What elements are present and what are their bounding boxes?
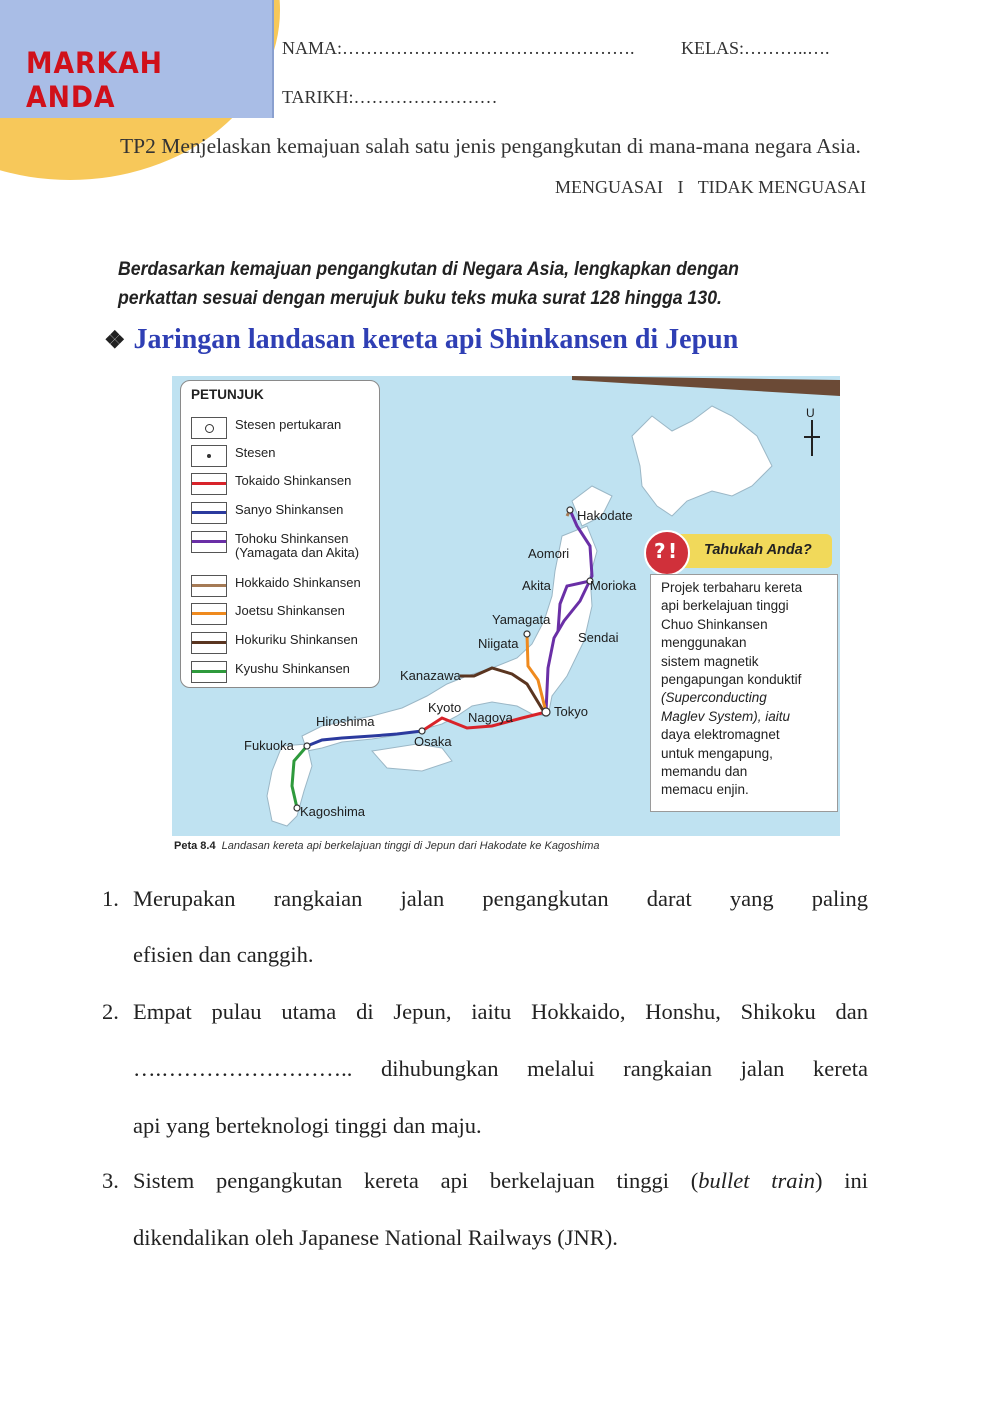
city-label-niigata: Niigata [478, 636, 519, 651]
did-you-know-box [650, 574, 838, 812]
tokyo-station [542, 708, 550, 716]
mastered-option: MENGUASAI [555, 177, 663, 197]
city-label-osaka: Osaka [414, 734, 452, 749]
city-label-nagoya: Nagoya [468, 710, 513, 725]
map-caption-label: Peta 8.4 [174, 840, 216, 852]
legend-item-kyushu: Kyushu Shinkansen [191, 661, 377, 683]
did-you-know-text: Projek terbaharu kereta api berkelajuan tinggi Chuo Shinkansen menggunakan sistem magnetik pengapungan konduktif (Superconducting Maglev System), iaitu daya elektromagnet untuk mengapung, memandu dan memacu enjin. [661, 580, 803, 798]
instruction-line-1: Berdasarkan kemajuan pengangkutan di Negara Asia, lengkapkan dengan [118, 259, 739, 280]
city-label-hakodate: Hakodate [577, 508, 633, 523]
question-2-line-2: ….…………………….. dihubungkan melalui rangkaian jalan kereta [133, 1056, 868, 1081]
city-label-kanazawa: Kanazawa [400, 668, 461, 683]
map-legend [180, 380, 380, 688]
question-1-line-2: efisien dan canggih. [133, 942, 314, 967]
question-2-line-1: Empat pulau utama di Jepun, iaitu Hokkaido, Honshu, Shikoku dan [133, 999, 868, 1024]
name-field-label: NAMA:…………………………………………. [282, 38, 635, 58]
did-you-know-badge [646, 534, 832, 568]
tokaido-line-swatch [191, 473, 227, 495]
question-mark-icon: ? ! [644, 530, 690, 576]
did-you-know-title: Tahukah Anda? [704, 542, 812, 558]
score-label: MARKAH ANDA [26, 46, 163, 114]
class-field-label: KELAS:………..…. [681, 38, 830, 58]
instruction [118, 255, 862, 313]
legend-item-joetsu: Joetsu Shinkansen [191, 603, 377, 625]
north-label: U [806, 406, 815, 420]
city-label-akita: Akita [522, 578, 551, 593]
city-label-kyoto: Kyoto [428, 700, 462, 715]
question-3-line-1: Sistem pengangkutan kereta api berkelajuan tinggi (bullet train) ini [133, 1168, 869, 1193]
diamond-bullet-icon: ❖ [104, 328, 126, 354]
interchange-station-icon [191, 417, 227, 439]
tohoku-line-swatch [191, 531, 227, 553]
city-label-yamagata: Yamagata [492, 612, 551, 627]
sanyo-line-swatch [191, 502, 227, 524]
map-caption-text: Landasan kereta api berkelajuan tinggi di Jepun dari Hakodate ke Kagoshima [221, 840, 600, 852]
date-field-label: TARIKH:…………………… [282, 87, 498, 107]
city-label-fukuoka: Fukuoka [244, 738, 294, 753]
section-title [104, 324, 738, 356]
question-number-1: 1. [102, 886, 119, 911]
map-area [172, 376, 840, 836]
kyushu-line-swatch [191, 661, 227, 683]
section-title-text: Jaringan landasan kereta api Shinkansen di Jepun [133, 324, 739, 355]
legend-title: PETUNJUK [191, 387, 264, 402]
question-number-3: 3. [102, 1168, 119, 1193]
shinkansen-map-figure [172, 376, 840, 862]
question-3-line-2: dikendalikan oleh Japanese National Railways (JNR). [133, 1225, 618, 1250]
not-mastered-option: TIDAK MENGUASAI [697, 177, 867, 197]
hokkaido-island [632, 406, 772, 516]
score-box [0, 0, 274, 118]
learning-objective: TP2 Menjelaskan kemajuan salah satu jenis pengangkutan di mana-mana negara Asia. [120, 134, 861, 158]
map-caption [174, 840, 600, 852]
city-label-kagoshima: Kagoshima [300, 804, 366, 819]
city-label-hiroshima: Hiroshima [316, 714, 375, 729]
station-icon [191, 445, 227, 467]
city-label-tokyo: Tokyo [554, 704, 588, 719]
joetsu-line-swatch [191, 603, 227, 625]
city-label-morioka: Morioka [590, 578, 637, 593]
niigata-station [524, 631, 530, 637]
legend-item-hokkaido: Hokkaido Shinkansen [191, 575, 377, 597]
mastery-separator: I [677, 177, 684, 197]
mastery-options [555, 177, 866, 198]
city-label-aomori: Aomori [528, 546, 570, 561]
hakodate-station [567, 507, 573, 513]
top-edge-decoration [572, 376, 840, 396]
hokuriku-line-swatch [191, 632, 227, 654]
hokkaido-line-swatch [191, 575, 227, 597]
north-arrow-icon [800, 406, 824, 458]
question-number-2: 2. [102, 999, 119, 1024]
instruction-line-2: perkattan sesuai dengan merujuk buku teks muka surat 128 hingga 130. [118, 288, 722, 309]
legend-item-interchange: Stesen pertukaran [191, 417, 377, 439]
legend-item-station: Stesen [191, 445, 377, 467]
legend-item-tohoku: Tohoku Shinkansen (Yamagata dan Akita) [191, 531, 377, 553]
legend-item-tokaido: Tokaido Shinkansen [191, 473, 377, 495]
question-1-line-1: Merupakan rangkaian jalan pengangkutan darat yang paling [133, 886, 868, 911]
fukuoka-station [304, 743, 310, 749]
legend-item-hokuriku: Hokuriku Shinkansen [191, 632, 377, 654]
question-2-line-3: api yang berteknologi tinggi dan maju. [133, 1113, 482, 1138]
city-label-sendai: Sendai [578, 630, 619, 645]
legend-item-sanyo: Sanyo Shinkansen [191, 502, 377, 524]
